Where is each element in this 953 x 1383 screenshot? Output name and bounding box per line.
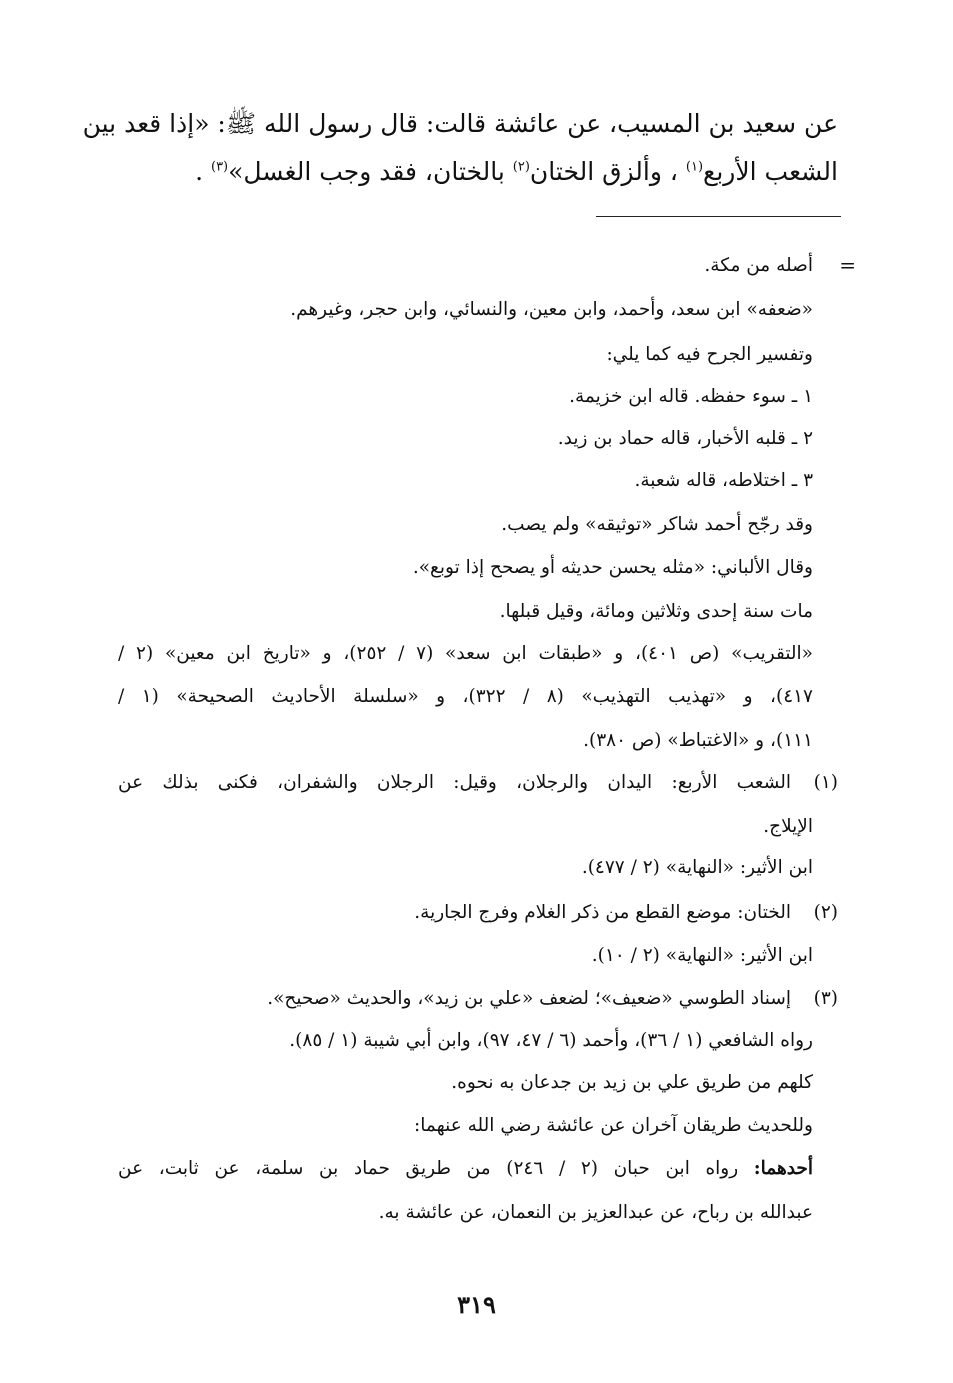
footnote-3-line-3: كلهم من طريق علي بن زيد بن جدعان به نحوه.	[451, 1072, 813, 1093]
continued-note-line: ١ ـ سوء حفظه. قاله ابن خزيمة.	[569, 386, 813, 407]
main-text-segment: بالختان، فقد وجب الغسل»	[228, 157, 513, 186]
main-text-segment: ، وألزق الختان	[529, 157, 686, 186]
continued-note-line: مات سنة إحدى وثلاثين ومائة، وقيل قبلها.	[499, 601, 813, 622]
main-text-segment: .	[195, 157, 211, 186]
footnote-1-line-1: الشعب الأربع: اليدان والرجلان، وقيل: الرجلان والشفران، فكنى بذلك عن	[118, 772, 791, 793]
continued-note-line: «التقريب» (ص ٤٠١)، و «طبقات ابن سعد» (٧ / ٢٥٢)، و «تاريخ ابن معين» (٢ /	[118, 643, 814, 664]
main-text-line-2	[110, 153, 838, 191]
continuation-mark: =	[839, 253, 856, 277]
footnote-3-line-5	[118, 1154, 813, 1184]
continued-note-line: ٤١٧)، و «تهذيب التهذيب» (٨ / ٣٢٢)، و «سلسلة الأحاديث الصحيحة» (١ /	[118, 686, 813, 707]
continued-note-line: «ضعفه» ابن سعد، وأحمد، وابن معين، والنسائي، وابن حجر، وغيرهم.	[290, 299, 813, 320]
footnote-3-line-2: رواه الشافعي (١ / ٣٦)، وأحمد (٦ / ٤٧، ٩٧)، وابن أبي شيبة (١ / ٨٥).	[289, 1030, 813, 1051]
footnote-number-2: (٢)	[813, 902, 838, 923]
continued-note-line: وتفسير الجرح فيه كما يلي:	[606, 344, 813, 365]
footnote-number-1: (١)	[813, 772, 838, 793]
footnote-ref-3[interactable]: (٣)	[210, 159, 229, 175]
continued-note-line: وقال الألباني: «مثله يحسن حديثه أو يصحح إذا توبع».	[412, 557, 813, 578]
continued-note-line: أصله من مكة.	[704, 255, 813, 276]
continued-note-line: ٣ ـ اختلاطه، قاله شعبة.	[634, 470, 813, 491]
footnote-ref-1[interactable]: (١)	[685, 159, 704, 175]
footnote-number-3: (٣)	[813, 988, 838, 1009]
footnote-3-line-1: إسناد الطوسي «ضعيف»؛ لضعف «علي بن زيد»، والحديث «صحيح».	[267, 988, 791, 1009]
footnote-1-source: ابن الأثير: «النهاية» (٢ / ٤٧٧).	[581, 857, 813, 878]
main-text-line-1: عن سعيد بن المسيب، عن عائشة قالت: قال رسول الله ﷺ: «إذا قعد بين	[82, 109, 838, 138]
page-number: ٣١٩	[457, 1290, 496, 1319]
footnote-3-line-6: عبدالله بن رباح، عن عبدالعزيز بن النعمان، عن عائشة به.	[378, 1202, 813, 1223]
continued-note-line: ٢ ـ قلبه الأخبار، قاله حماد بن زيد.	[557, 428, 813, 449]
footnote-3-line-4: وللحديث طريقان آخران عن عائشة رضي الله عنهما:	[414, 1115, 813, 1136]
continued-note-line: وقد رجّح أحمد شاكر «توثيقه» ولم يصب.	[501, 514, 813, 535]
main-text-segment: الشعب الأربع	[703, 157, 838, 186]
footnote-ref-2[interactable]: (٢)	[512, 159, 530, 175]
footnote-3-label: أحدهما:	[753, 1158, 814, 1179]
footnote-2-line-1: الختان: موضع القطع من ذكر الغلام وفرج الجارية.	[414, 902, 791, 923]
footnote-separator	[596, 216, 841, 217]
footnote-1-line-2: الإيلاج.	[763, 816, 813, 837]
continued-note-line: ١١١)، و «الاغتباط» (ص ٣٨٠).	[583, 730, 813, 751]
footnote-2-source: ابن الأثير: «النهاية» (٢ / ١٠).	[591, 945, 813, 966]
footnote-3-line-5-text: رواه ابن حبان (٢ / ٢٤٦) من طريق حماد بن سلمة، عن ثابت، عن	[118, 1158, 754, 1179]
